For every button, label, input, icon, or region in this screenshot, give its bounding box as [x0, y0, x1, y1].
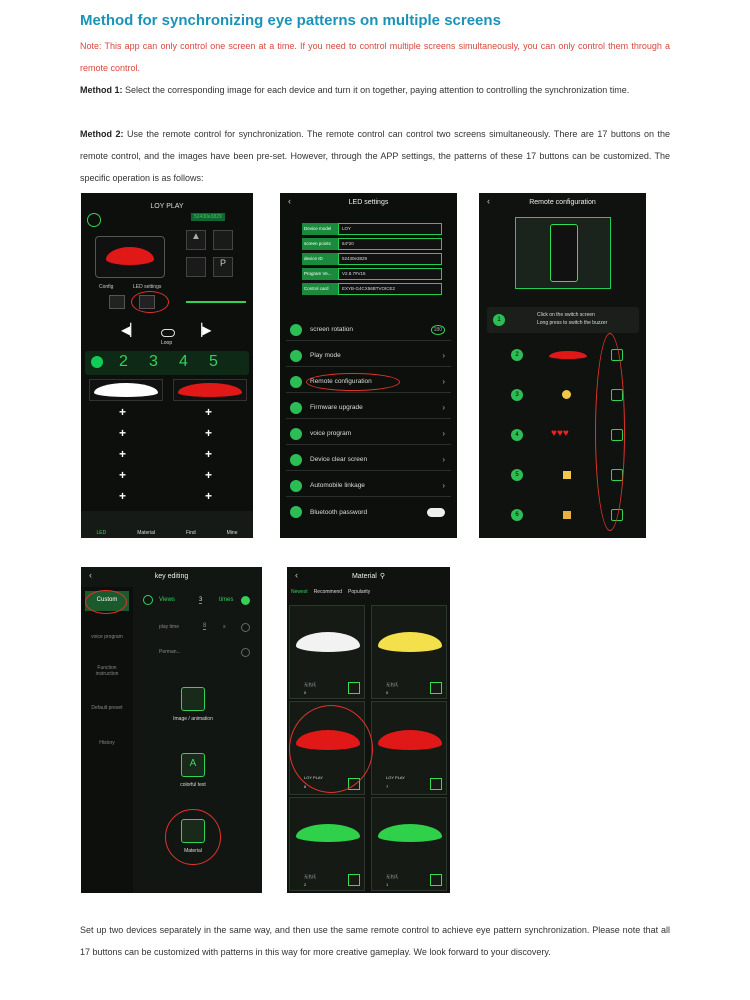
send-icon[interactable] — [348, 682, 360, 694]
app-title: LOY PLAY — [150, 203, 184, 210]
menu-play-mode[interactable]: Play mode › — [286, 345, 451, 367]
side-history[interactable]: History — [99, 740, 115, 746]
menu-automobile-linkage[interactable]: Automobile linkage › — [286, 475, 451, 497]
key-6-row[interactable]: 6 — [487, 503, 639, 529]
image-animation-label: Image / animation — [173, 716, 213, 722]
info-value: 64*20 — [338, 238, 442, 250]
back-icon[interactable]: ‹ — [288, 196, 291, 206]
header — [479, 193, 646, 211]
screen-title: Material — [351, 572, 377, 580]
footer-text: Set up two devices separately in the same way, and then use the same remote control to achieve eye pattern synchronization. Please note that all 17 buttons can be customized with patterns in this way for more creative gameplay. We look forward to your discovery. — [80, 925, 670, 957]
method-2-label: Method 2: — [80, 129, 124, 139]
add-icon[interactable]: + — [205, 426, 213, 440]
menu-screen-rotation[interactable]: screen rotation 180 — [286, 319, 451, 341]
info-value: EXYB-G4CX56BTVOICE2 — [338, 283, 442, 295]
seconds-label: s — [223, 624, 226, 630]
image-animation-icon[interactable] — [181, 687, 205, 711]
tab-4[interactable]: 4 — [179, 353, 188, 370]
material-card[interactable]: 无名氏 0 — [289, 605, 365, 699]
brightness-slider[interactable] — [186, 301, 246, 303]
play-time-radio[interactable] — [241, 623, 250, 632]
highlight-circle — [289, 705, 373, 793]
tab-3[interactable]: 3 — [149, 353, 158, 370]
tip-buzzer: Long press to switch the buzzer — [537, 320, 608, 326]
menu-remote-configuration[interactable]: Remote configuration › — [286, 371, 451, 393]
header — [81, 567, 262, 585]
menu-bluetooth-password[interactable]: Bluetooth password — [286, 501, 451, 523]
colorful-text-icon[interactable]: A — [181, 753, 205, 777]
tab-newest[interactable]: Newest — [291, 589, 308, 595]
key-2-row[interactable]: 2 — [487, 343, 639, 369]
screenshot-loy-play — [81, 193, 253, 538]
bluetooth-toggle[interactable] — [427, 508, 445, 517]
back-icon[interactable]: ‹ — [487, 196, 490, 206]
side-default-preset[interactable]: Default preset — [91, 705, 123, 711]
permanent-label: Perman... — [159, 649, 181, 655]
add-icon[interactable]: + — [119, 447, 127, 461]
highlight-circle — [595, 333, 625, 531]
header — [287, 567, 450, 585]
menu-firmware-upgrade[interactable]: Firmware upgrade › — [286, 397, 451, 419]
highlight-circle — [165, 809, 221, 865]
screen-title: LED settings — [348, 198, 389, 206]
info-value: LOY — [338, 223, 442, 235]
send-icon[interactable] — [348, 874, 360, 886]
material-label: Material — [184, 848, 202, 854]
add-icon[interactable]: + — [119, 468, 127, 482]
screenshot-material — [287, 567, 450, 893]
tab-recommend[interactable]: Recommend — [313, 589, 343, 595]
info-key: screen points — [302, 238, 338, 250]
grid-tool-icon[interactable] — [213, 230, 233, 250]
method-2 — [80, 123, 670, 189]
info-key: Device model — [302, 223, 338, 235]
views-icon — [143, 595, 153, 605]
device-id: 52430e3829 — [191, 213, 225, 221]
method-1-label: Method 1: — [80, 85, 123, 95]
power-icon[interactable] — [87, 213, 101, 227]
permanent-radio[interactable] — [241, 648, 250, 657]
material-card[interactable]: LOY PLAY 7 — [371, 701, 447, 795]
tab-popularity[interactable]: Popularity — [348, 589, 371, 595]
material-card[interactable]: 无名氏 1 — [371, 797, 447, 891]
side-panel — [81, 587, 133, 893]
screenshot-led-settings — [280, 193, 457, 538]
views-input[interactable]: 3 — [199, 597, 203, 603]
screen-title: key editing — [154, 572, 189, 580]
key-1-row[interactable]: 1 Click on the switch screen Long press to switch the buzzer — [487, 307, 639, 333]
info-key: Control card — [302, 283, 338, 295]
menu-device-clear-screen[interactable]: Device clear screen › — [286, 449, 451, 471]
info-value: V2.8.7#V15 — [338, 268, 442, 280]
doc-title: Method for synchronizing eye patterns on multiple screens — [80, 12, 501, 29]
prev-icon[interactable]: ◀▏ — [121, 323, 140, 337]
text-tool-icon[interactable]: ▲ — [186, 230, 206, 250]
header — [280, 193, 457, 211]
key-3-row[interactable]: 3 — [487, 383, 639, 409]
tab-2[interactable]: 2 — [119, 353, 128, 370]
highlight-circle — [85, 590, 127, 614]
send-icon[interactable] — [430, 874, 442, 886]
add-icon[interactable]: + — [205, 489, 213, 503]
material-card[interactable]: LOY PLAY 8 — [289, 701, 365, 795]
side-function-instruction[interactable]: Function instruction — [95, 665, 119, 677]
key-5-row[interactable]: 5 — [487, 463, 639, 489]
remote-image — [515, 217, 611, 289]
key-4-row[interactable]: 4 ♥♥♥ — [487, 423, 639, 449]
check-icon[interactable] — [241, 596, 250, 605]
led-settings-label: LED settings — [133, 284, 162, 290]
config-label: Config — [99, 284, 114, 290]
colorful-text-label: colorful text — [180, 782, 206, 788]
add-icon[interactable]: + — [119, 489, 127, 503]
play-time-label: play time — [159, 624, 180, 630]
play-time-input[interactable]: 8 — [203, 623, 207, 629]
loop-label: Loop — [161, 340, 173, 346]
material-tabs — [291, 589, 370, 595]
loop-icon[interactable] — [161, 329, 175, 337]
program-icon[interactable]: P — [213, 257, 233, 277]
add-icon[interactable]: + — [205, 468, 213, 482]
nav-material[interactable]: Material — [137, 530, 155, 536]
info-key: Program Ve... — [302, 268, 338, 280]
page-tabs — [85, 351, 249, 375]
menu-voice-program[interactable]: voice program › — [286, 423, 451, 445]
material-card[interactable]: 无名氏 0 — [371, 605, 447, 699]
screenshot-remote-configuration — [479, 193, 646, 538]
draw-tool-icon[interactable] — [186, 257, 206, 277]
tip-switch: Click on the switch screen — [537, 312, 595, 318]
nav-mine[interactable]: Mine — [226, 530, 238, 536]
nav-led[interactable]: LED — [96, 530, 107, 536]
method-1 — [80, 79, 670, 101]
method-2-text: Use the remote control for synchronization. The remote control can control two screens simultaneously. There are 17 buttons on the remote control, and the images have been pre-set. However, through the APP settings, the patterns of these 17 buttons can be customized. The specific operation is as follows: — [80, 129, 670, 183]
highlight-circle — [306, 373, 400, 391]
add-icon[interactable]: + — [119, 426, 127, 440]
config-button[interactable] — [109, 295, 125, 309]
add-icon[interactable]: + — [205, 405, 213, 419]
note-text: Note: This app can only control one screen at a time. If you need to control multiple screens simultaneously, you can only control them through a remote control. — [80, 41, 670, 73]
screen-title: Remote configuration — [529, 198, 596, 206]
info-value: 52430e3829 — [338, 253, 442, 265]
device-info — [302, 223, 442, 298]
next-icon[interactable]: ▕▶ — [193, 323, 212, 337]
add-icon[interactable]: + — [119, 405, 127, 419]
side-custom[interactable]: Custom — [85, 591, 129, 611]
bottom-nav — [81, 511, 253, 538]
send-icon[interactable] — [430, 778, 442, 790]
side-voice-program[interactable]: voice program — [91, 634, 123, 640]
eye-preview — [106, 247, 154, 265]
method-1-text: Select the corresponding image for each device and turn it on together, paying attention to controlling the synchronization time. — [122, 85, 630, 95]
slot-2[interactable] — [173, 379, 247, 401]
info-key: device ID — [302, 253, 338, 265]
preview-panel — [95, 236, 165, 278]
views-label: Views — [159, 597, 175, 603]
screenshot-key-editing — [81, 567, 262, 893]
add-icon[interactable]: + — [205, 447, 213, 461]
back-icon[interactable]: ‹ — [295, 570, 298, 580]
back-icon[interactable]: ‹ — [89, 570, 92, 580]
tab-5[interactable]: 5 — [209, 353, 218, 370]
nav-find[interactable]: Find — [185, 530, 196, 536]
slot-1[interactable] — [89, 379, 163, 401]
material-card[interactable]: 无名氏 2 — [289, 797, 365, 891]
highlight-circle — [131, 291, 169, 313]
search-icon[interactable]: ⚲ — [379, 573, 386, 580]
times-label: times — [219, 597, 234, 603]
send-icon[interactable] — [430, 682, 442, 694]
